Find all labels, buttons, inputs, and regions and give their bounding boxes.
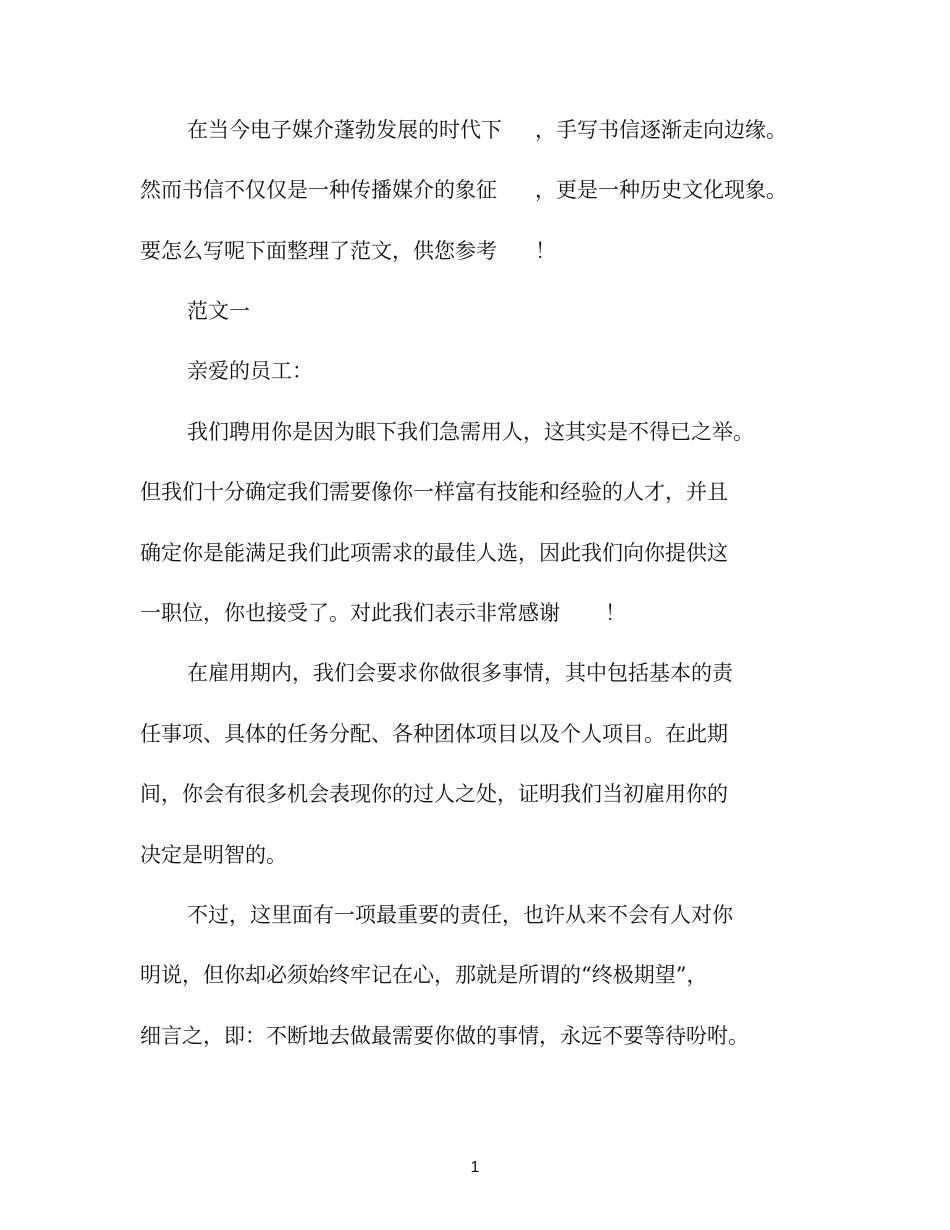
salutation [187, 356, 313, 386]
line-text: 任事项、具体的任务分配、各种团体项目以及个人项目。在此期 [140, 722, 728, 746]
line-text: 但我们十分确定我们需要像你一样富有技能和经验的人才，并且 [140, 480, 728, 504]
paragraph-line [140, 477, 728, 507]
line-text: 确定你是能满足我们此项需求的最佳人选，因此我们向你提供这 [140, 541, 728, 565]
line-text: 间，你会有很多机会表现你的过人之处，证明我们当初雇用你的 [140, 782, 728, 806]
line-text: 不过，这里面有一项最重要的责任，也许从来不会有人对你 [187, 903, 733, 927]
paragraph-line [187, 115, 787, 145]
paragraph-line [140, 1021, 749, 1051]
line-text-continued: ，手写书信逐渐走向边缘。 [535, 118, 787, 142]
line-text: 然而书信不仅仅是一种传播媒介的象征 [140, 178, 497, 202]
line-text: 一职位，你也接受了。对此我们表示非常感谢 [140, 601, 560, 625]
paragraph-line [140, 598, 626, 628]
line-text: 要怎么写呢下面整理了范文，供您参考 [140, 239, 497, 263]
paragraph-line [140, 236, 556, 266]
section-heading [187, 296, 250, 326]
line-text: 范文一 [187, 299, 250, 323]
line-text-continued: ！ [605, 601, 626, 625]
paragraph-line [187, 658, 733, 688]
paragraph-line [140, 538, 728, 568]
paragraph-line [140, 840, 287, 870]
line-text: 在当今电子媒介蓬勃发展的时代下 [187, 118, 502, 142]
paragraph-line [140, 719, 728, 749]
line-text: 细言之，即：不断地去做最需要你做的事情，永远不要等待吩咐。 [140, 1024, 749, 1048]
line-text-continued: ，更是一种历史文化现象。 [535, 178, 787, 202]
paragraph-line [187, 900, 733, 930]
line-text: 决定是明智的。 [140, 843, 287, 867]
page-number: 1 [470, 1159, 480, 1176]
line-text: 在雇用期内，我们会要求你做很多事情，其中包括基本的责 [187, 661, 733, 685]
line-text: 明说，但你却必须始终牢记在心，那就是所谓的“终极期望”， [140, 963, 708, 987]
paragraph-line [140, 960, 707, 990]
paragraph-line [140, 175, 787, 205]
line-text-continued: ！ [535, 239, 556, 263]
paragraph-line [140, 779, 728, 809]
paragraph-line [187, 417, 754, 447]
line-text: 我们聘用你是因为眼下我们急需用人，这其实是不得已之举。 [187, 420, 754, 444]
line-text: 亲爱的员工： [187, 359, 313, 383]
